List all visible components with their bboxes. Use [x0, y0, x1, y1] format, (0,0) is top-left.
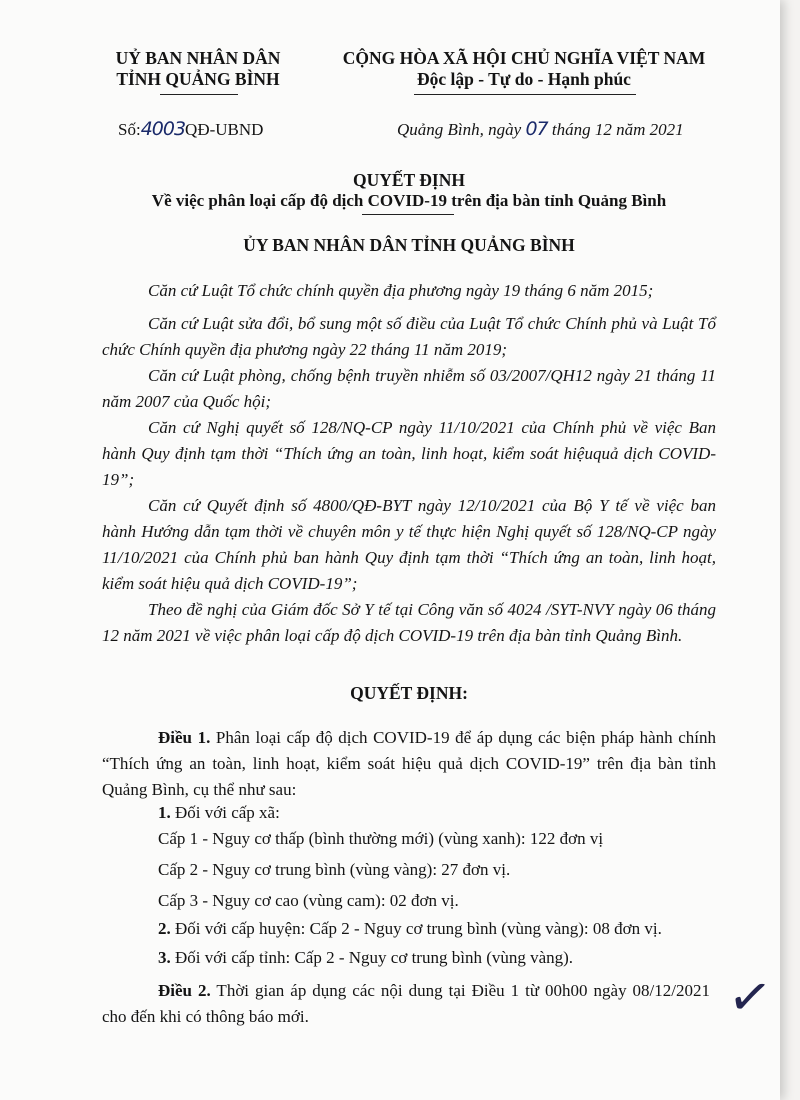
decision-heading: QUYẾT ĐỊNH:	[350, 683, 468, 703]
subject-covid: COVID-19	[367, 191, 447, 210]
nation-line-1: CỘNG HÒA XÃ HỘI CHỦ NGHĨA VIỆT NAM	[342, 48, 706, 68]
decision-title: QUYẾT ĐỊNH	[353, 170, 465, 190]
item-2-label: 2.	[158, 919, 171, 938]
preamble-item: Căn cứ Nghị quyết số 128/NQ-CP ngày 11/10/2021 của Chính phủ về việc Ban hành Quy định tạm thời “Thích ứng an toàn, linh hoạt, kiểm soát hiệuquả dịch COVID-19”;	[102, 418, 716, 489]
agency-line-2: TỈNH QUẢNG BÌNH	[116, 69, 280, 89]
article-2-label: Điều 2.	[158, 981, 211, 1000]
issue-date	[397, 118, 684, 140]
handwritten-day: 07	[525, 118, 548, 140]
preamble-item: Căn cứ Quyết định số 4800/QĐ-BYT ngày 12/10/2021 của Bộ Y tế về việc ban hành Hướng dẫn tạm thời về chuyên môn y tế thực hiện Nghị quyết số 128/NQ-CP ngày 11/10/2021 của Chính phủ ban hành Quy định tạm thời “Thích ứng an toàn, linh hoạt, kiểm soát hiệu quả dịch COVID-19”;	[102, 496, 716, 593]
article-1-item-3	[158, 948, 573, 968]
number-suffix: QĐ-UBND	[185, 120, 264, 139]
level-3-line: Cấp 3 - Nguy cơ cao (vùng cam): 02 đơn vị.	[158, 891, 459, 910]
issuer-heading: ỦY BAN NHÂN DÂN TỈNH QUẢNG BÌNH	[243, 235, 575, 255]
item-1-label: 1.	[158, 803, 171, 822]
handwritten-check-icon: ✓	[724, 965, 776, 1031]
item-3-label: 3.	[158, 948, 171, 967]
article-2	[102, 978, 710, 1030]
date-suffix: tháng 12 năm 2021	[551, 120, 684, 139]
decision-subject	[102, 191, 716, 211]
subject-after: trên địa bàn tỉnh Quảng Bình	[446, 191, 667, 210]
nation-line-2: Độc lập - Tự do - Hạnh phúc	[417, 69, 631, 89]
preamble-item: Căn cứ Luật sửa đổi, bổ sung một số điều của Luật Tổ chức Chính phủ và Luật Tổ chức Chính quyền địa phương ngày 22 tháng 11 năm 2019;	[102, 314, 716, 359]
handwritten-number: 4003	[140, 118, 186, 140]
article-1	[102, 725, 716, 803]
level-1-line: Cấp 1 - Nguy cơ thấp (bình thường mới) (vùng xanh): 122 đơn vị	[158, 829, 604, 848]
preamble-item: Theo đề nghị của Giám đốc Sở Y tế tại Công văn số 4024 /SYT-NVY ngày 06 tháng 12 năm 2021 về việc phân loại cấp độ dịch COVID-19 trên địa bàn tỉnh Quảng Bình.	[102, 600, 716, 645]
agency-underline	[160, 94, 238, 95]
item-2-text: Đối với cấp huyện: Cấp 2 - Nguy cơ trung bình (vùng vàng): 08 đơn vị.	[170, 919, 662, 938]
article-2-text: Thời gian áp dụng các nội dung tại Điều 1 từ 00h00 ngày 08/12/2021 cho đến khi có thông báo mới.	[102, 981, 711, 1026]
nation-underline	[414, 94, 636, 95]
agency-line-1: UỶ BAN NHÂN DÂN	[115, 48, 281, 68]
subject-underline	[362, 214, 454, 215]
article-1-label: Điều 1.	[158, 728, 211, 747]
item-1-text: Đối với cấp xã:	[170, 803, 280, 822]
item-3-text: Đối với cấp tỉnh: Cấp 2 - Nguy cơ trung bình (vùng vàng).	[170, 948, 574, 967]
article-1-text: Phân loại cấp độ dịch COVID-19 để áp dụng các biện pháp hành chính “Thích ứng an toàn, linh hoạt, kiểm soát hiệu quả dịch COVID-19” trên địa bàn tỉnh Quảng Bình, cụ thể như sau:	[102, 728, 717, 799]
subject-before: Về việc phân loại cấp độ dịch	[151, 191, 368, 210]
preamble-item: Căn cứ Luật phòng, chống bệnh truyền nhiễm số 03/2007/QH12 ngày 21 tháng 11 năm 2007 của Quốc hội;	[102, 366, 716, 411]
article-1-item-2	[158, 919, 662, 939]
number-prefix: Số:	[118, 120, 141, 139]
article-1-item-1	[158, 803, 280, 823]
document-number	[118, 118, 263, 140]
date-prefix: Quảng Bình, ngày	[397, 120, 522, 139]
level-2-line: Cấp 2 - Nguy cơ trung bình (vùng vàng): 27 đơn vị.	[158, 860, 511, 879]
preamble-item: Căn cứ Luật Tổ chức chính quyền địa phương ngày 19 tháng 6 năm 2015;	[148, 281, 654, 300]
